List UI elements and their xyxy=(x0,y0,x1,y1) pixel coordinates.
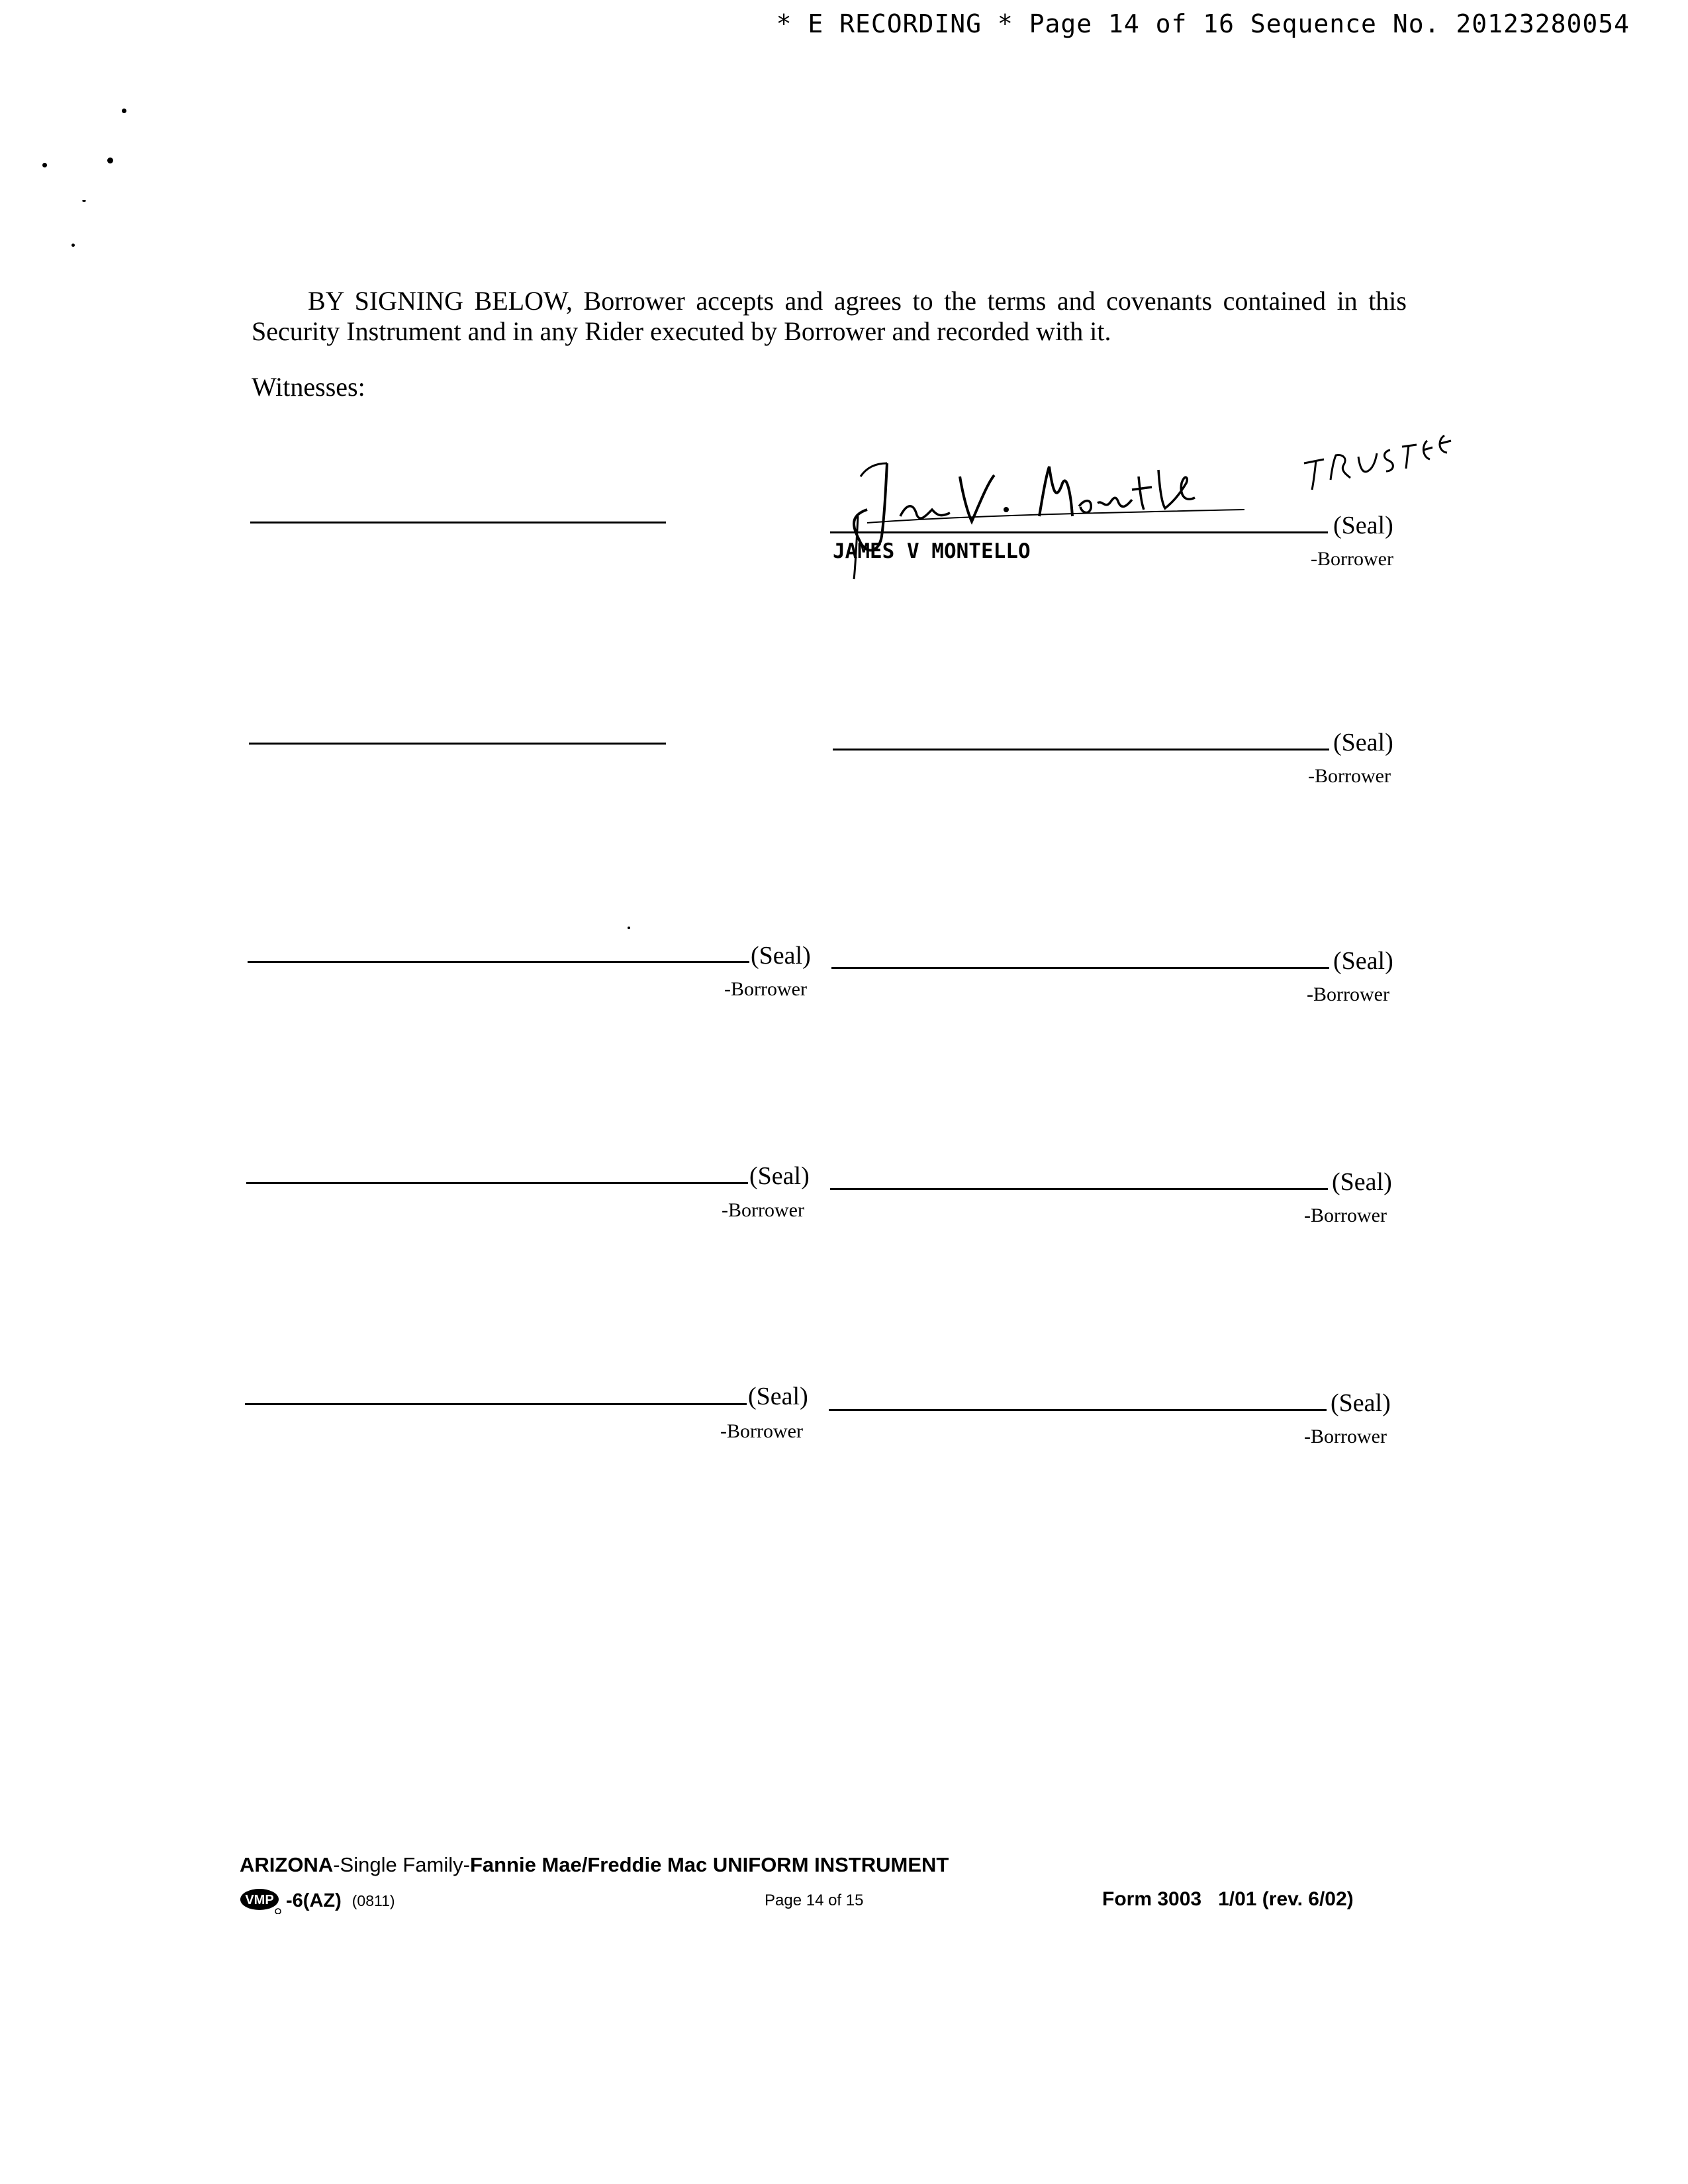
borrower-label: -Borrower xyxy=(1307,983,1389,1005)
paragraph-line-2: Security Instrument and in any Rider executed by Borrower and recorded with it. xyxy=(252,316,1111,346)
form-number: Form 3003 1/01 (rev. 6/02) xyxy=(1102,1888,1354,1910)
scan-speck xyxy=(107,158,113,163)
borrower-label: -Borrower xyxy=(1304,1205,1387,1226)
witness-signature-line[interactable] xyxy=(249,743,666,745)
form-title-mid: -Single Family- xyxy=(333,1853,470,1876)
borrower-signature-line[interactable] xyxy=(830,531,1328,533)
scan-speck xyxy=(42,163,47,167)
borrower-signature-line[interactable] xyxy=(246,1182,748,1184)
borrower-signature-line[interactable] xyxy=(831,967,1329,969)
vmp-logo-icon xyxy=(240,1888,282,1914)
scan-speck xyxy=(71,244,75,247)
borrower-name: JAMES V MONTELLO xyxy=(833,539,1031,563)
borrower-label: -Borrower xyxy=(720,1420,803,1442)
form-title xyxy=(240,1853,949,1877)
borrower-signature-line[interactable] xyxy=(830,1188,1328,1190)
scan-speck xyxy=(628,927,630,929)
witnesses-label: Witnesses: xyxy=(252,372,365,402)
seal-label: (Seal) xyxy=(1333,947,1393,975)
signing-paragraph xyxy=(252,286,1407,347)
form-code xyxy=(240,1888,395,1914)
borrower-label: -Borrower xyxy=(1304,1426,1387,1447)
seal-label: (Seal) xyxy=(1331,1389,1391,1417)
paragraph-line-1: BY SIGNING BELOW, Borrower accepts and agrees to the terms and covenants contained in this xyxy=(308,286,1407,316)
borrower-signature-line[interactable] xyxy=(829,1409,1327,1411)
witness-signature-line[interactable] xyxy=(250,522,666,523)
scan-speck xyxy=(122,109,126,113)
borrower-signature-line[interactable] xyxy=(248,961,749,963)
borrower-label: -Borrower xyxy=(724,978,807,1000)
scan-speck xyxy=(82,200,86,202)
recording-header: * E RECORDING * Page 14 of 16 Sequence No. 20123280054 xyxy=(776,9,1630,38)
seal-label: (Seal) xyxy=(748,1383,808,1410)
form-title-bold: Fannie Mae/Freddie Mac UNIFORM INSTRUMENT xyxy=(469,1853,949,1876)
seal-label: (Seal) xyxy=(1332,1168,1392,1196)
form-title-state: ARIZONA xyxy=(240,1853,334,1876)
form-rev-code: (0811) xyxy=(352,1891,395,1909)
svg-text:VMP: VMP xyxy=(245,1893,274,1907)
handwritten-trustee-note xyxy=(1297,424,1470,496)
page-number: Page 14 of 15 xyxy=(765,1891,864,1909)
form-code-text: -6(AZ) xyxy=(286,1889,342,1911)
seal-label: (Seal) xyxy=(1333,512,1393,539)
seal-label: (Seal) xyxy=(751,942,811,970)
seal-label: (Seal) xyxy=(749,1162,810,1190)
borrower-signature-line[interactable] xyxy=(245,1403,747,1405)
borrower-label: -Borrower xyxy=(1308,765,1391,787)
seal-label: (Seal) xyxy=(1333,729,1393,756)
borrower-signature-line[interactable] xyxy=(833,749,1329,751)
borrower-label: -Borrower xyxy=(722,1199,804,1221)
borrower-label: -Borrower xyxy=(1311,548,1393,570)
